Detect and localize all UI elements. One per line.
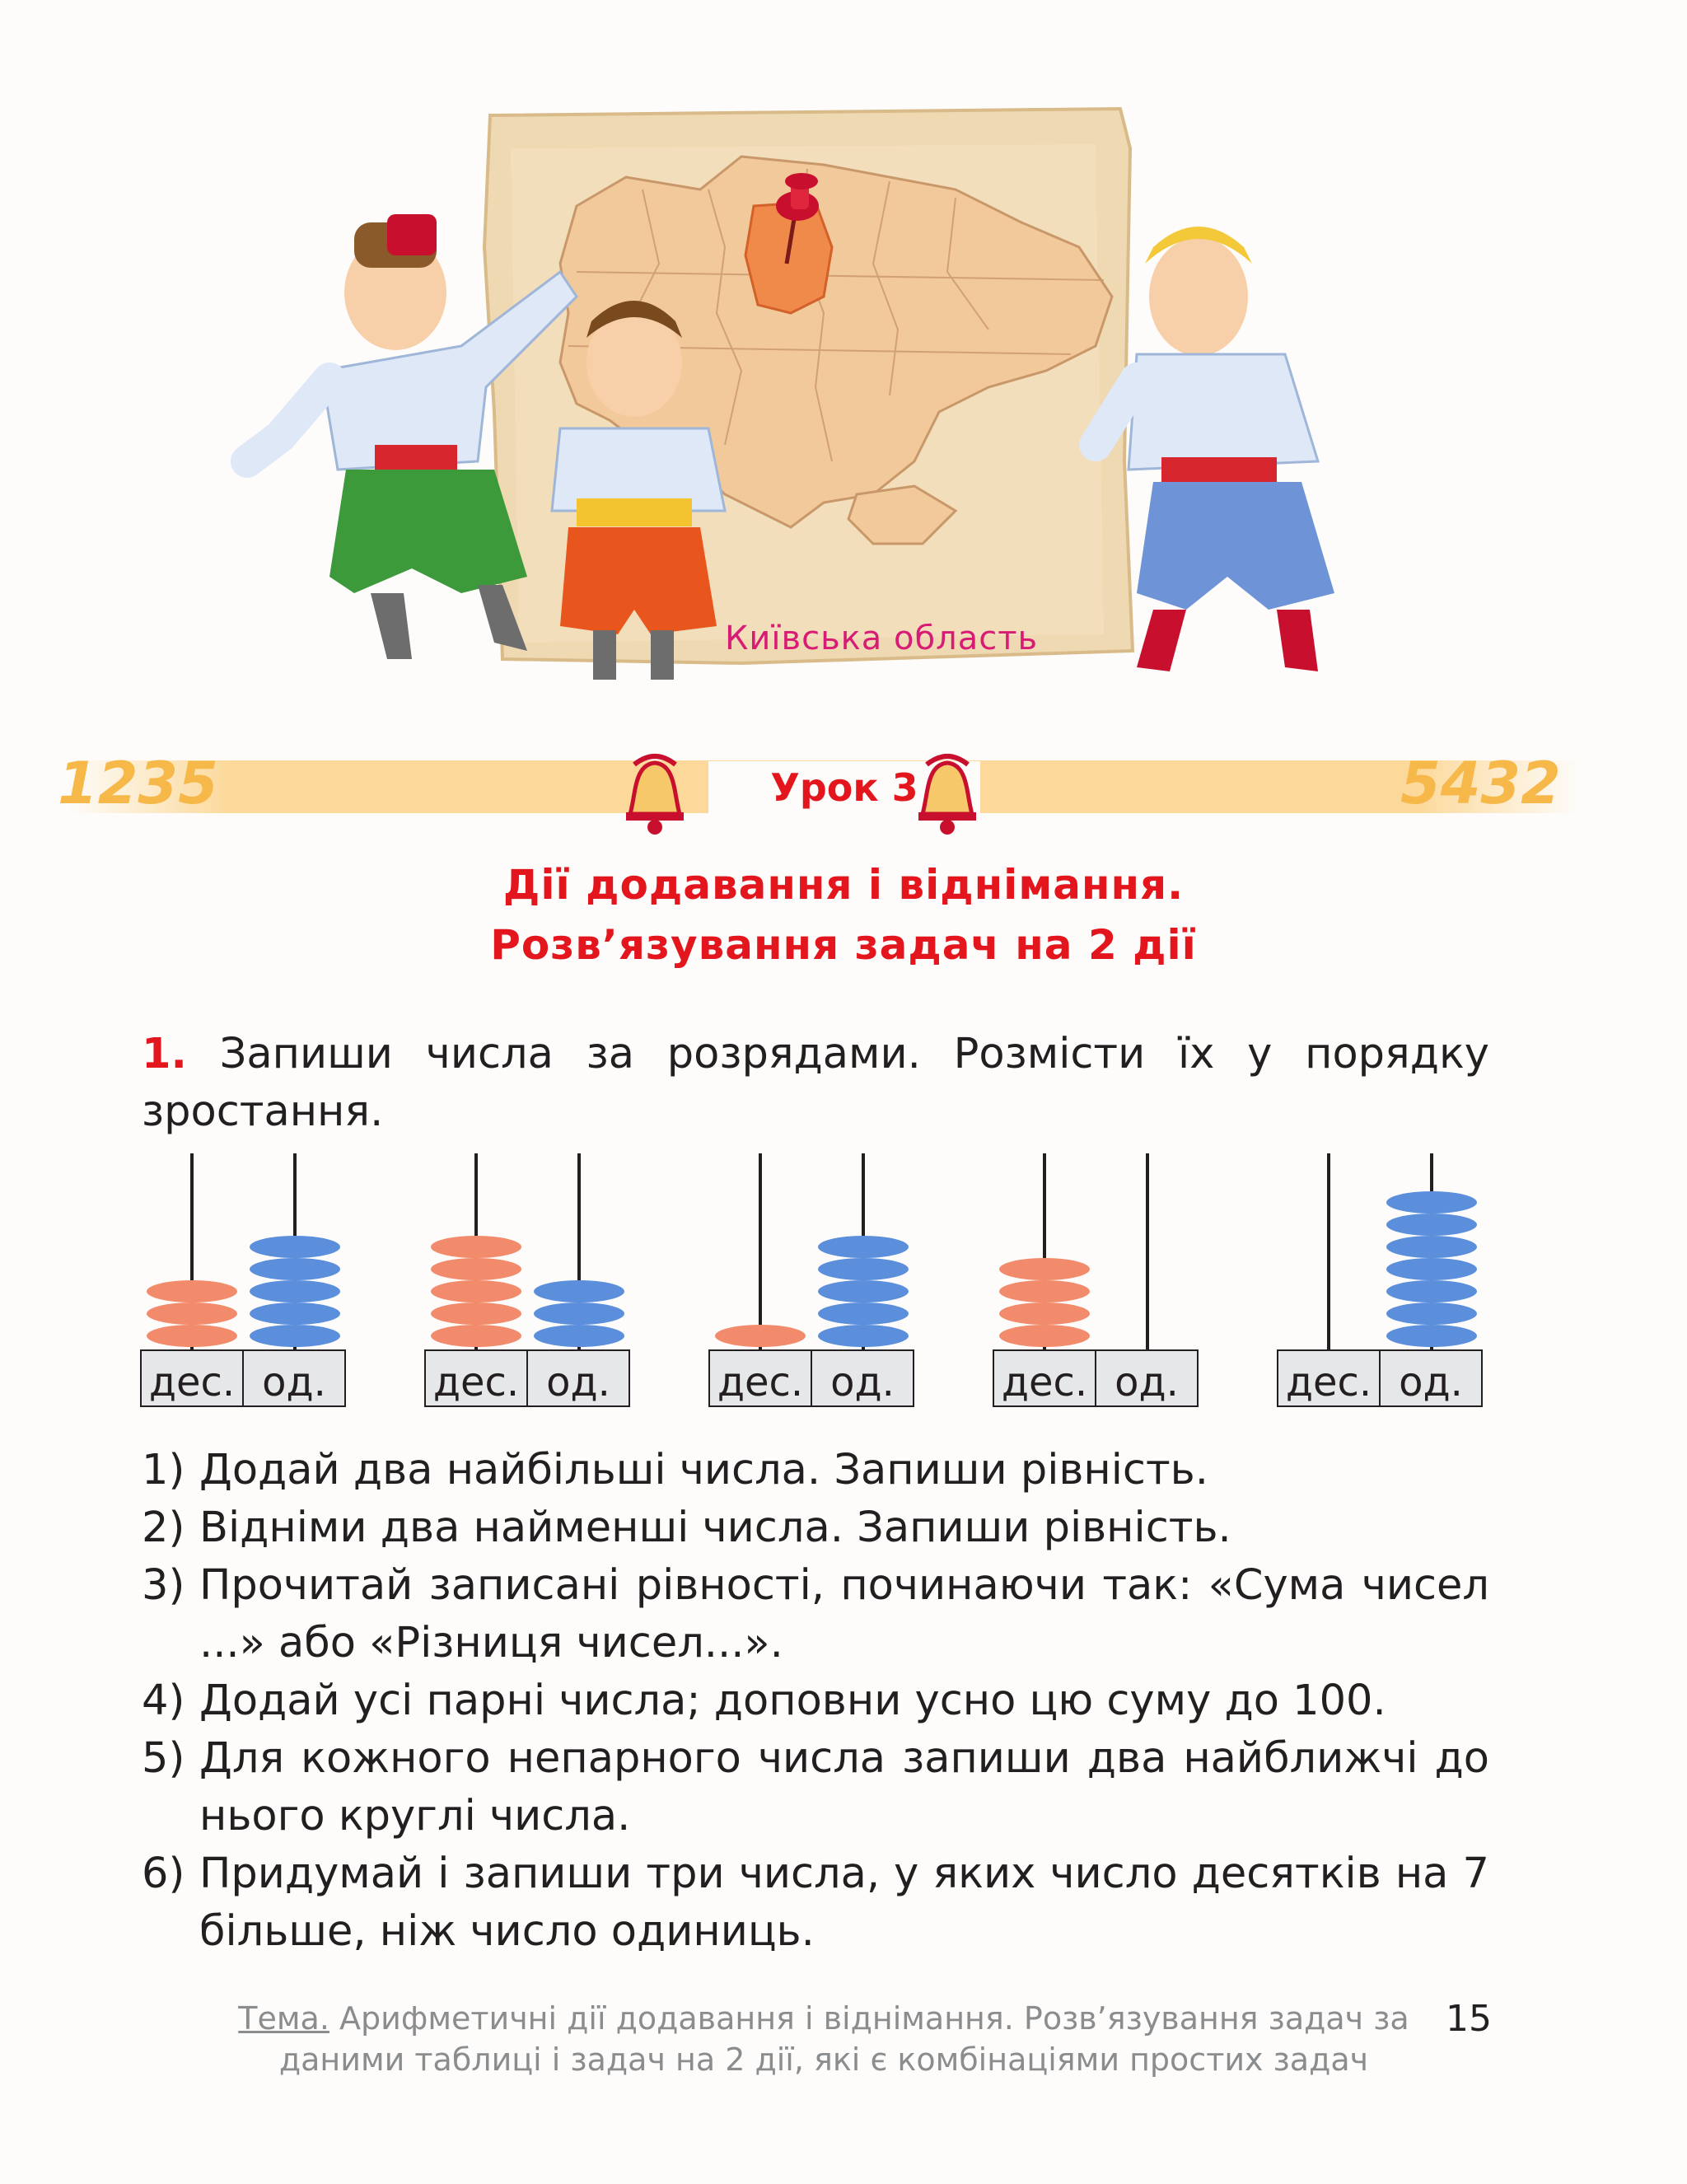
abacus-base — [424, 1349, 630, 1407]
task-item — [142, 1557, 1489, 1672]
tens-bead — [431, 1280, 521, 1302]
ones-bead — [534, 1325, 624, 1347]
lesson-banner — [0, 732, 1687, 847]
tens-label: дес. — [426, 1351, 526, 1405]
task-number: 6) — [142, 1850, 185, 1898]
tens-bead — [431, 1325, 521, 1347]
ones-bead — [1386, 1258, 1477, 1280]
task-item — [142, 1499, 1489, 1557]
ones-label: од. — [1379, 1351, 1481, 1405]
ones-bead — [818, 1280, 909, 1302]
abacus — [1277, 1145, 1483, 1409]
tens-bead — [147, 1325, 237, 1347]
abacus-base — [1277, 1349, 1483, 1407]
tens-bead — [431, 1236, 521, 1258]
tens-label: дес. — [1278, 1351, 1379, 1405]
ukraine-map-with-cossack-boys — [0, 0, 1687, 725]
task-number: 3) — [142, 1561, 185, 1610]
abacus — [993, 1145, 1199, 1409]
ones-bead — [1386, 1325, 1477, 1347]
ones-label: од. — [242, 1351, 344, 1405]
tens-bead — [431, 1302, 521, 1325]
region-label: Київська область — [725, 620, 1039, 657]
task-text: Відніми два найменші числа. Запиши рівність. — [199, 1504, 1231, 1552]
ones-bead — [250, 1236, 340, 1258]
decorative-digits-right: 5432 — [1400, 750, 1561, 817]
ones-label: од. — [811, 1351, 913, 1405]
ones-label: од. — [1095, 1351, 1197, 1405]
tens-label: дес. — [710, 1351, 811, 1405]
ones-bead — [1386, 1214, 1477, 1236]
page-number: 15 — [1446, 1998, 1492, 2040]
task-text: Для кожного непарного числа запиши два найближчі до нього круглі числа. — [199, 1734, 1489, 1840]
exercise-instruction — [142, 1026, 1489, 1141]
task-item — [142, 1442, 1489, 1499]
ones-bead — [250, 1325, 340, 1347]
task-text: Прочитай записані рівності, починаючи так: «Сума чисел ...» або «Різниця чисел...». — [199, 1561, 1489, 1667]
topic-label: Тема. — [238, 2000, 329, 2037]
tens-label: дес. — [994, 1351, 1095, 1405]
task-item — [142, 1845, 1489, 1961]
ones-bead — [250, 1258, 340, 1280]
lesson-heading-line-2: Розвʼязування задач на 2 дії — [490, 921, 1197, 969]
task-item — [142, 1730, 1489, 1845]
task-number: 1) — [142, 1446, 185, 1494]
abacus-base — [140, 1349, 346, 1407]
ones-bead — [1386, 1191, 1477, 1214]
task-item — [142, 1672, 1489, 1730]
task-text: Додай два найбільші числа. Запиши рівність. — [199, 1446, 1208, 1494]
ones-bead — [1386, 1236, 1477, 1258]
ones-bead — [818, 1258, 909, 1280]
tens-rod — [1327, 1153, 1330, 1358]
abacus — [708, 1145, 914, 1409]
map-illustration — [0, 0, 1687, 725]
ones-bead — [250, 1280, 340, 1302]
ones-bead — [818, 1302, 909, 1325]
tens-bead — [715, 1325, 806, 1347]
ones-bead — [250, 1302, 340, 1325]
ones-bead — [818, 1325, 909, 1347]
abacus-base — [708, 1349, 914, 1407]
task-text: Додай усі парні числа; доповни усно цю суму до 100. — [199, 1677, 1386, 1725]
lesson-heading-line-1: Дії додавання і віднімання. — [502, 861, 1185, 909]
abacus — [424, 1145, 630, 1409]
ones-bead — [534, 1280, 624, 1302]
tens-bead — [147, 1302, 237, 1325]
abacus-base — [993, 1349, 1199, 1407]
exercise-number: 1. — [142, 1030, 187, 1078]
task-number: 5) — [142, 1734, 185, 1783]
decorative-digits-left: 1235 — [58, 750, 218, 817]
tens-bead — [147, 1280, 237, 1302]
task-text: Придумай і запиши три числа, у яких число десятків на 7 більше, ніж число одиниць. — [199, 1850, 1489, 1956]
task-number: 4) — [142, 1677, 185, 1725]
exercise-text: Запиши числа за розрядами. Розмісти їх у порядку зростання. — [142, 1030, 1489, 1136]
tens-bead — [999, 1302, 1090, 1325]
bell-icon — [910, 748, 984, 839]
ones-bead — [1386, 1302, 1477, 1325]
tens-bead — [999, 1325, 1090, 1347]
task-list — [142, 1442, 1489, 1961]
tens-bead — [999, 1258, 1090, 1280]
ones-rod — [1146, 1153, 1149, 1358]
tens-bead — [999, 1280, 1090, 1302]
ones-bead — [534, 1302, 624, 1325]
ones-label: од. — [526, 1351, 629, 1405]
abacus-figures — [0, 1145, 1687, 1409]
abacus — [140, 1145, 346, 1409]
tens-bead — [431, 1258, 521, 1280]
ones-bead — [818, 1236, 909, 1258]
lesson-title: Урок 3 — [708, 761, 980, 814]
task-number: 2) — [142, 1504, 185, 1552]
topic-text: Арифметичні дії додавання і віднімання. Розвʼязування задач за даними таблиці і задач на 2 дії, які є комбінаціями простих задач — [278, 2000, 1409, 2078]
topic-footer — [231, 1998, 1417, 2080]
tens-label: дес. — [142, 1351, 242, 1405]
ones-bead — [1386, 1280, 1477, 1302]
bell-icon — [618, 748, 692, 839]
